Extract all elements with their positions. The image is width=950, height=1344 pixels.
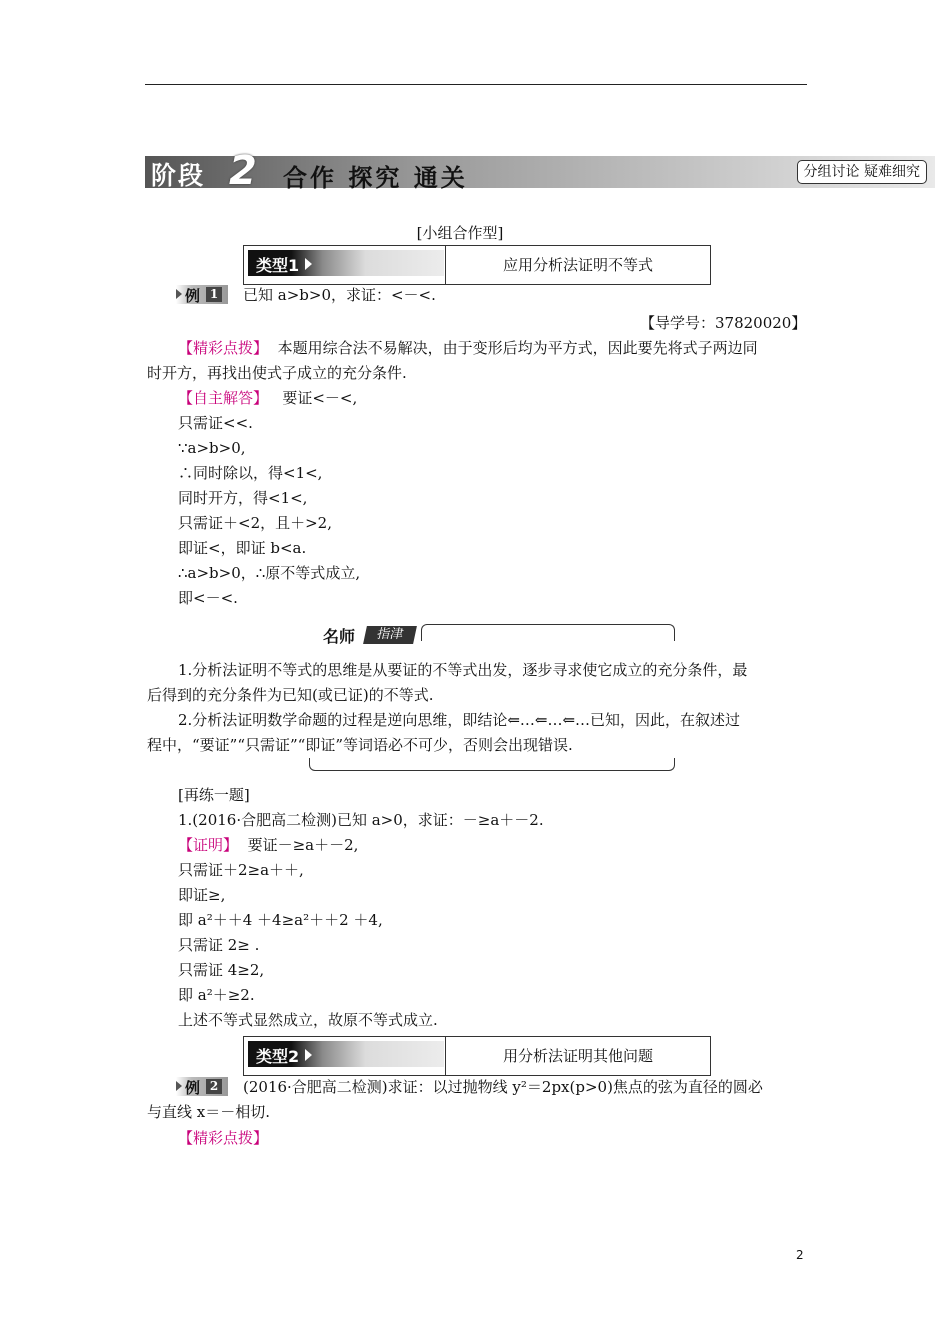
stage-label: 阶段 — [151, 161, 206, 190]
teacher-box-bottom — [309, 758, 675, 771]
answer1-line: 即<－<. — [178, 589, 238, 607]
type2-title: 用分析法证明其他问题 — [502, 1047, 653, 1065]
answer1-line: 即证<，即证 b<a. — [178, 539, 307, 557]
hint1-text1: 本题用综合法不易解决，由于变形后均为平方式，因此要先将式子两边同 — [277, 339, 758, 357]
type2-box — [243, 1036, 711, 1076]
type1-label: 类型1 — [256, 256, 300, 275]
answer1-line: 只需证<<. — [178, 414, 253, 432]
answer1-line: 同时开方，得<1<, — [178, 489, 308, 507]
answer1-line: ∴a>b>0，∴原不等式成立, — [178, 564, 361, 582]
proof-first: 要证－≥a＋－2, — [247, 836, 359, 854]
hint2-label: 【精彩点拨】 — [178, 1129, 269, 1147]
proof-line: 即证≥, — [178, 886, 226, 904]
hint1-text2: 时开方，再找出使式子成立的充分条件. — [147, 364, 407, 382]
stage-number: 2 — [229, 148, 257, 194]
stage-title: 合作 探究 通关 — [283, 163, 468, 192]
teacher-p1b: 后得到的充分条件为已知(或已证)的不等式. — [147, 686, 434, 704]
example1-text: 已知 a>b>0，求证：<－<. — [243, 286, 436, 304]
type2-label: 类型2 — [256, 1047, 300, 1066]
teacher-tab-label: 名师 — [323, 627, 356, 646]
proof-line: 只需证 2≥ . — [178, 936, 260, 954]
stage-banner — [145, 148, 935, 194]
teacher-p2a: 2.分析法证明数学命题的过程是逆向思维，即结论⇐…⇐…⇐…已知，因此，在叙述过 — [178, 711, 741, 729]
teacher-box-top — [421, 624, 675, 641]
answer1-first: 要证<－<, — [282, 389, 358, 407]
answer1-label: 【自主解答】 — [178, 389, 269, 407]
answer1-line: ∵a>b>0, — [178, 439, 246, 457]
example1-label — [176, 285, 228, 304]
section-label-wrap — [0, 222, 950, 243]
teacher-tab-badge: 指津 — [363, 626, 417, 644]
teacher-tab — [315, 624, 415, 646]
example1-triangle-icon — [176, 289, 182, 299]
example1-label-text: 例 — [185, 287, 201, 305]
proof-first-line — [178, 835, 358, 855]
practice-heading: [再练一题] — [178, 786, 250, 804]
example2-triangle-icon — [176, 1081, 182, 1091]
header-rule — [145, 84, 807, 85]
example1-number: 1 — [206, 287, 222, 302]
example2-label-text: 例 — [185, 1079, 201, 1097]
section-label: [小组合作型] — [416, 224, 504, 242]
example2-text1: (2016·合肥高二检测)求证：以过抛物线 y²＝2px(p>0)焦点的弦为直径的圆必 — [243, 1078, 763, 1096]
stage-tag: 分组讨论 疑难细究 — [797, 160, 927, 184]
proof-label: 【证明】 — [178, 836, 239, 854]
answer1-line: ∴同时除以，得<1<, — [178, 464, 323, 482]
hint1-line1 — [178, 338, 758, 358]
proof-line: 即 a²＋≥2. — [178, 986, 255, 1004]
type1-label-bg — [248, 250, 444, 276]
teacher-p2b: 程中，“要证”“只需证”“即证”等词语必不可少，否则会出现错误. — [147, 736, 573, 754]
type2-label-bg — [248, 1041, 444, 1067]
guide-number: 【导学号：37820020】 — [640, 314, 807, 332]
teacher-p1a: 1.分析法证明不等式的思维是从要证的不等式出发，逐步寻求使它成立的充分条件，最 — [178, 661, 748, 679]
example2-label — [176, 1077, 228, 1096]
proof-line: 上述不等式显然成立，故原不等式成立. — [178, 1011, 438, 1029]
proof-line: 只需证 4≥2, — [178, 961, 265, 979]
example2-number: 2 — [206, 1079, 222, 1094]
answer1-line: 只需证＋<2，且＋>2, — [178, 514, 332, 532]
type2-arrow-icon — [305, 1049, 312, 1061]
example2-text2: 与直线 x＝－相切. — [147, 1103, 270, 1121]
answer1-first-line — [178, 388, 357, 408]
type1-title: 应用分析法证明不等式 — [502, 256, 653, 274]
type1-box — [243, 245, 711, 285]
practice-question: 1.(2016·合肥高二检测)已知 a>0，求证：－≥a＋－2. — [178, 811, 544, 829]
type1-arrow-icon — [305, 258, 312, 270]
hint1-label: 【精彩点拨】 — [178, 339, 269, 357]
page-number: 2 — [796, 1248, 804, 1262]
proof-line: 即 a²＋＋4 ＋4≥a²＋＋2 ＋4, — [178, 911, 383, 929]
proof-line: 只需证＋2≥a＋＋, — [178, 861, 304, 879]
